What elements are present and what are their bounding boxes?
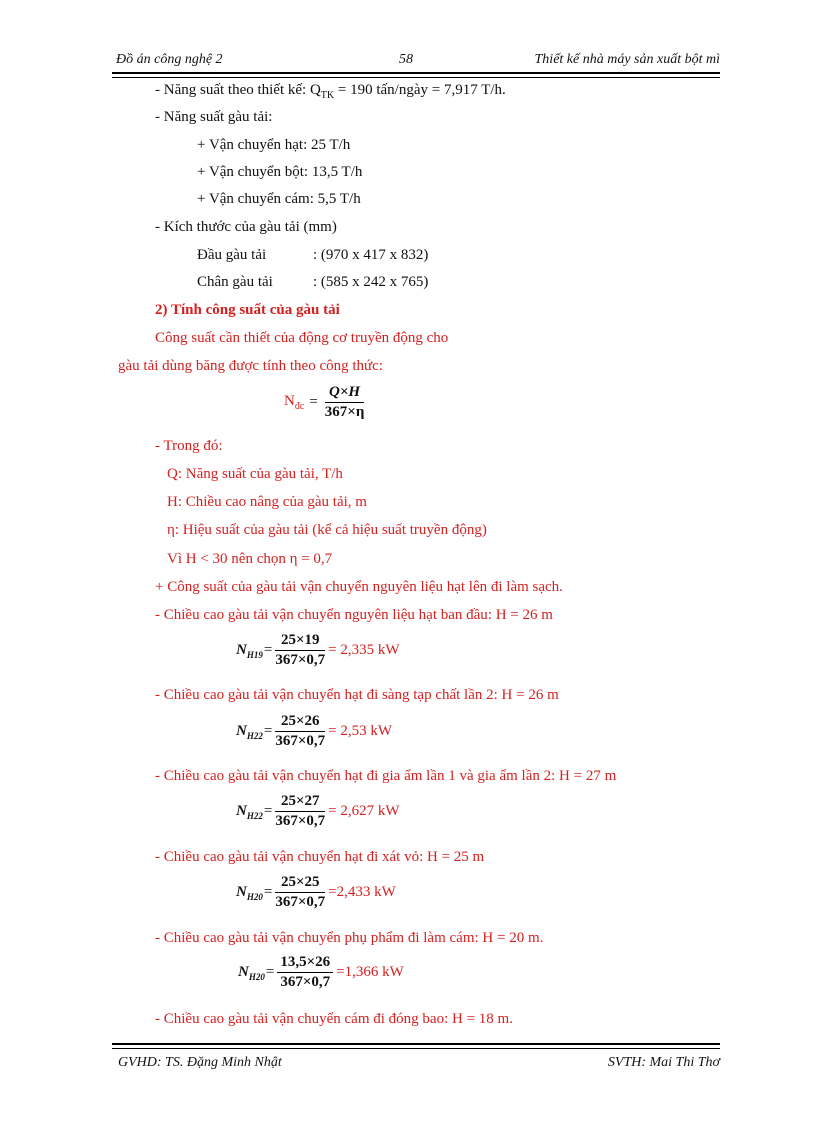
header-course-title: Đồ án công nghệ 2	[116, 52, 223, 67]
equation-fraction	[277, 954, 333, 991]
symbol-subscript: H19	[246, 649, 263, 660]
equation-fraction	[275, 713, 325, 750]
symbol-letter: N	[236, 802, 247, 819]
symbol-letter: N	[236, 641, 247, 658]
capacity-grain: + Vận chuyển hạt: 25 T/h	[197, 137, 351, 153]
height-item-6: - Chiều cao gàu tải vận chuyển cám đi đóng bao: H = 18 m.	[155, 1011, 513, 1027]
equals-sign: =	[263, 884, 273, 900]
equation-numerator: 25×26	[275, 713, 325, 732]
equals-sign: =	[263, 803, 273, 819]
text-subscript: TK	[320, 90, 335, 101]
equation-numerator: 25×25	[275, 874, 325, 893]
head-dim-label: Đầu gàu tải	[197, 247, 267, 263]
height-item-2: - Chiều cao gàu tải vận chuyển hạt đi sàng tạp chất lần 2: H = 26 m	[155, 687, 559, 703]
head-dim-value: : (970 x 417 x 832)	[313, 247, 429, 263]
equals-sign: =	[263, 642, 273, 658]
formula-lhs	[284, 393, 304, 412]
equation-symbol	[236, 642, 263, 660]
symbol-subscript: H20	[248, 971, 265, 982]
header-rule	[112, 72, 720, 78]
foot-dim-label: Chân gàu tải	[197, 274, 273, 290]
formula-symbol: N	[284, 393, 295, 409]
footer-student: SVTH: Mai Thi Thơ	[607, 1055, 720, 1070]
power-equation-1	[236, 632, 400, 669]
page-header	[112, 52, 720, 72]
equation-symbol	[236, 803, 263, 821]
symbol-subscript: H20	[246, 891, 263, 902]
text-fragment: - Năng suất theo thiết kế: Q	[155, 82, 321, 98]
equation-result: =1,366 kW	[336, 964, 404, 980]
equation-denominator: 367×0,7	[275, 733, 326, 749]
symbol-letter: N	[238, 963, 249, 980]
equation-denominator: 367×0,7	[275, 894, 326, 910]
power-equation-5	[238, 954, 404, 991]
equation-result: = 2,335 kW	[328, 642, 400, 658]
intro-paragraph-line2: gàu tải dùng băng được tính theo công thức:	[118, 358, 383, 374]
power-equation-2	[236, 713, 392, 750]
symbol-letter: N	[236, 883, 247, 900]
intro-paragraph-line1: Công suất cần thiết của động cơ truyền động cho	[155, 330, 449, 346]
symbol-subscript: H22	[246, 730, 263, 741]
power-equation-3	[236, 793, 400, 830]
height-item-5: - Chiều cao gàu tải vận chuyển phụ phẩm đi làm cám: H = 20 m.	[155, 930, 544, 946]
formula-subscript: đc	[294, 401, 305, 412]
power-formula	[284, 384, 366, 421]
equals-sign: =	[263, 723, 273, 739]
equation-numerator: 25×19	[275, 632, 325, 651]
footer-rule	[112, 1043, 720, 1049]
where-label: - Trong đó:	[155, 438, 223, 454]
height-item-1: - Chiều cao gàu tải vận chuyển nguyên liệu hạt ban đầu: H = 26 m	[155, 607, 553, 623]
symbol-subscript: H22	[246, 810, 263, 821]
equals-sign: =	[265, 964, 275, 980]
formula-denominator: 367×η	[324, 404, 365, 420]
equation-fraction	[275, 874, 325, 911]
text-fragment: = 190 tấn/ngày = 7,917 T/h.	[334, 82, 506, 98]
equation-result: = 2,53 kW	[328, 723, 393, 739]
cleaning-power-heading: + Công suất của gàu tải vận chuyển nguyên liệu hạt lên đi làm sạch.	[155, 579, 563, 595]
power-equation-4	[236, 874, 396, 911]
symbol-letter: N	[236, 722, 247, 739]
dimensions-heading: - Kích thước của gàu tải (mm)	[155, 219, 337, 235]
equation-symbol	[238, 964, 265, 982]
page-number: 58	[399, 52, 413, 67]
equation-denominator: 367×0,7	[280, 974, 331, 990]
definition-eta: η: Hiệu suất của gàu tải (kể cả hiệu suất truyền động)	[167, 522, 487, 538]
equation-numerator: 25×27	[275, 793, 325, 812]
equation-symbol	[236, 723, 263, 741]
definition-q: Q: Năng suất của gàu tải, T/h	[167, 466, 343, 482]
design-capacity-line	[155, 81, 506, 105]
capacity-flour: + Vận chuyển bột: 13,5 T/h	[197, 164, 363, 180]
equation-denominator: 367×0,7	[275, 652, 326, 668]
height-item-3: - Chiều cao gàu tải vận chuyển hạt đi gia ẩm lần 1 và gia ẩm lần 2: H = 27 m	[155, 768, 617, 784]
equation-result: = 2,627 kW	[328, 803, 400, 819]
capacity-bran: + Vận chuyển cám: 5,5 T/h	[197, 191, 361, 207]
section-heading: 2) Tính công suất của gàu tải	[155, 302, 340, 318]
equation-symbol	[236, 884, 263, 902]
definition-condition: Vì H < 30 nên chọn η = 0,7	[167, 551, 333, 567]
footer-supervisor: GVHD: TS. Đặng Minh Nhật	[118, 1055, 282, 1070]
equation-denominator: 367×0,7	[275, 813, 326, 829]
formula-numerator: Q×H	[325, 384, 365, 403]
header-project-title: Thiết kế nhà máy sản xuất bột mì	[534, 52, 720, 67]
bucket-capacity-heading: - Năng suất gàu tải:	[155, 109, 273, 125]
equation-fraction	[275, 793, 325, 830]
formula-fraction	[325, 384, 365, 421]
foot-dim-value: : (585 x 242 x 765)	[313, 274, 429, 290]
equation-result: =2,433 kW	[328, 884, 396, 900]
equation-numerator: 13,5×26	[277, 954, 333, 973]
definition-h: H: Chiều cao nâng của gàu tải, m	[167, 494, 367, 510]
height-item-4: - Chiều cao gàu tải vận chuyển hạt đi xát vỏ: H = 25 m	[155, 849, 485, 865]
equation-fraction	[275, 632, 325, 669]
equals-sign: =	[309, 394, 318, 410]
